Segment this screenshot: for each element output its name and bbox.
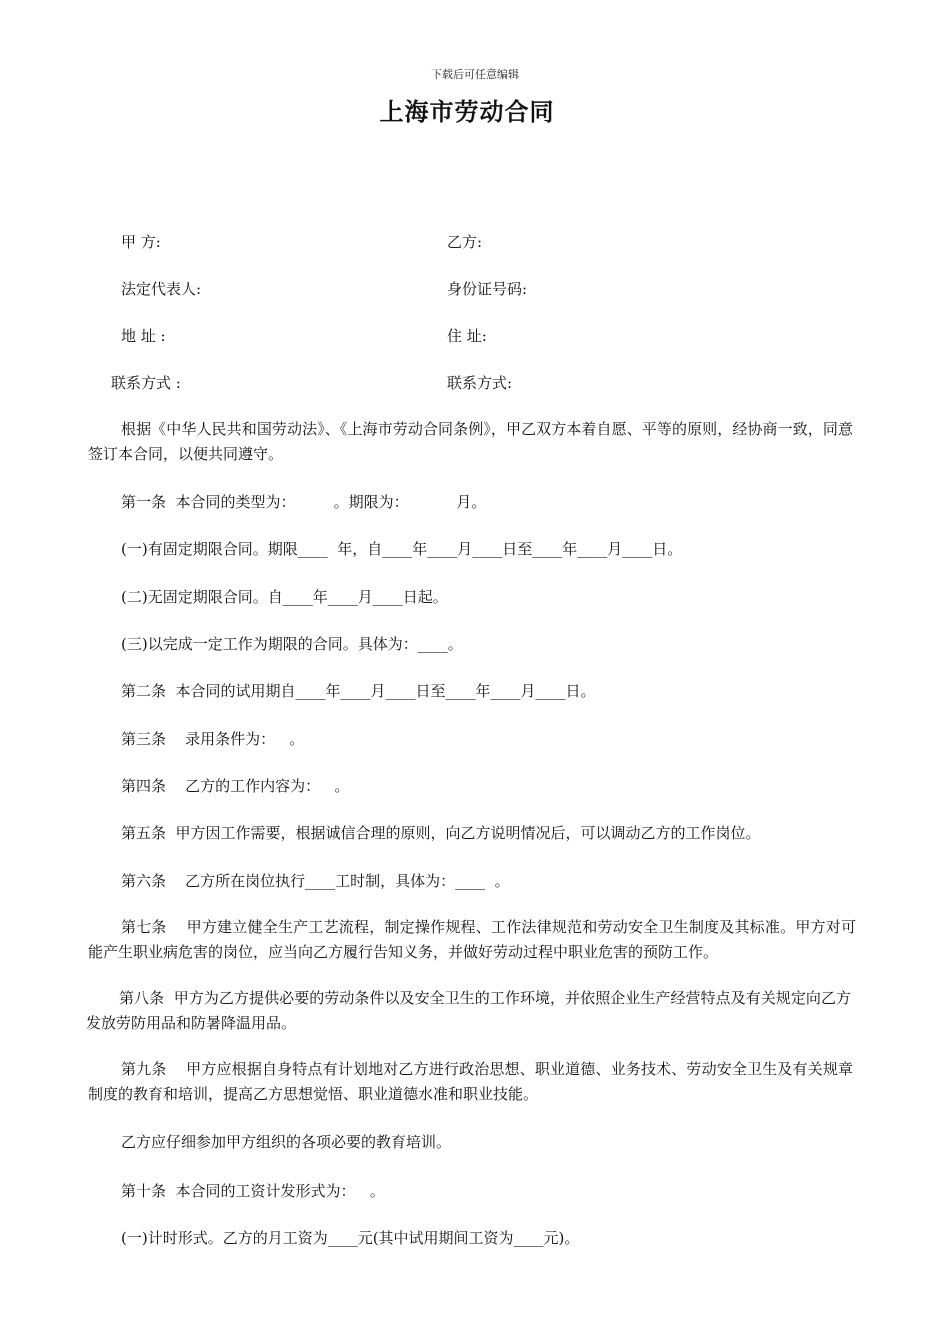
article-4: 第四条 乙方的工作内容为： 。 <box>121 777 350 795</box>
address-b-label: 住 址: <box>447 327 487 345</box>
article-8: 第八条 甲方为乙方提供必要的劳动条件以及安全卫生的工作环境，并依照企业生产经营特点及有关规定向乙方发放劳防用品和防暑降温用品。 <box>86 989 851 1032</box>
article-7: 第七条 甲方建立健全生产工艺流程，制定操作规程、工作法律规范和劳动安全卫生制度及其标准。甲方对可能产生职业病危害的岗位，应当向乙方履行告知义务，并做好劳动过程中职业危害的预防工作。 <box>88 918 856 961</box>
page-title: 上海市劳动合同 <box>379 97 555 126</box>
article-10-item-1: (一)计时形式。乙方的月工资为____元(其中试用期间工资为____元)。 <box>121 1229 580 1247</box>
article-2: 第二条 本合同的试用期自____年____月____日至____年____月____日。 <box>121 682 596 700</box>
article-1-item-2: (二)无固定期限合同。自____年____月____日起。 <box>121 588 448 606</box>
party-b-label: 乙方: <box>447 233 483 251</box>
party-a-label: 甲 方: <box>121 233 161 251</box>
article-1-item-3: (三)以完成一定工作为期限的合同。具体为：____。 <box>121 635 463 653</box>
article-5: 第五条 甲方因工作需要，根据诚信合理的原则，向乙方说明情况后，可以调动乙方的工作岗位。 <box>121 824 761 842</box>
article-10: 第十条 本合同的工资计发形式为： 。 <box>121 1182 385 1200</box>
header-note: 下载后可任意编辑 <box>431 68 519 81</box>
contact-b-label: 联系方式: <box>447 374 513 392</box>
preamble-paragraph: 根据《中华人民共和国劳动法》、《上海市劳动合同条例》，甲乙双方本着自愿、平等的原则，经协商一致，同意签订本合同，以便共同遵守。 <box>88 420 853 463</box>
article-6: 第六条 乙方所在岗位执行____工时制，具体为：____ 。 <box>121 872 510 890</box>
article-1: 第一条 本合同的类型为： 。期限为： 月。 <box>121 493 487 511</box>
article-3: 第三条 录用条件为： 。 <box>121 730 305 748</box>
address-a-label: 地 址 : <box>121 327 166 345</box>
article-9: 第九条 甲方应根据自身特点有计划地对乙方进行政治思想、职业道德、业务技术、劳动安全卫生及有关规章制度的教育和培训，提高乙方思想觉悟、职业道德水准和职业技能。 <box>88 1060 853 1103</box>
contact-a-label: 联系方式 : <box>111 374 181 392</box>
id-number-label: 身份证号码: <box>447 280 528 298</box>
article-1-item-1: (一)有固定期限合同。期限____ 年，自____年____月____日至____年____月____日。 <box>121 540 683 558</box>
article-9-training: 乙方应仔细参加甲方组织的各项必要的教育培训。 <box>121 1133 452 1151</box>
legal-representative-label: 法定代表人: <box>121 280 202 298</box>
